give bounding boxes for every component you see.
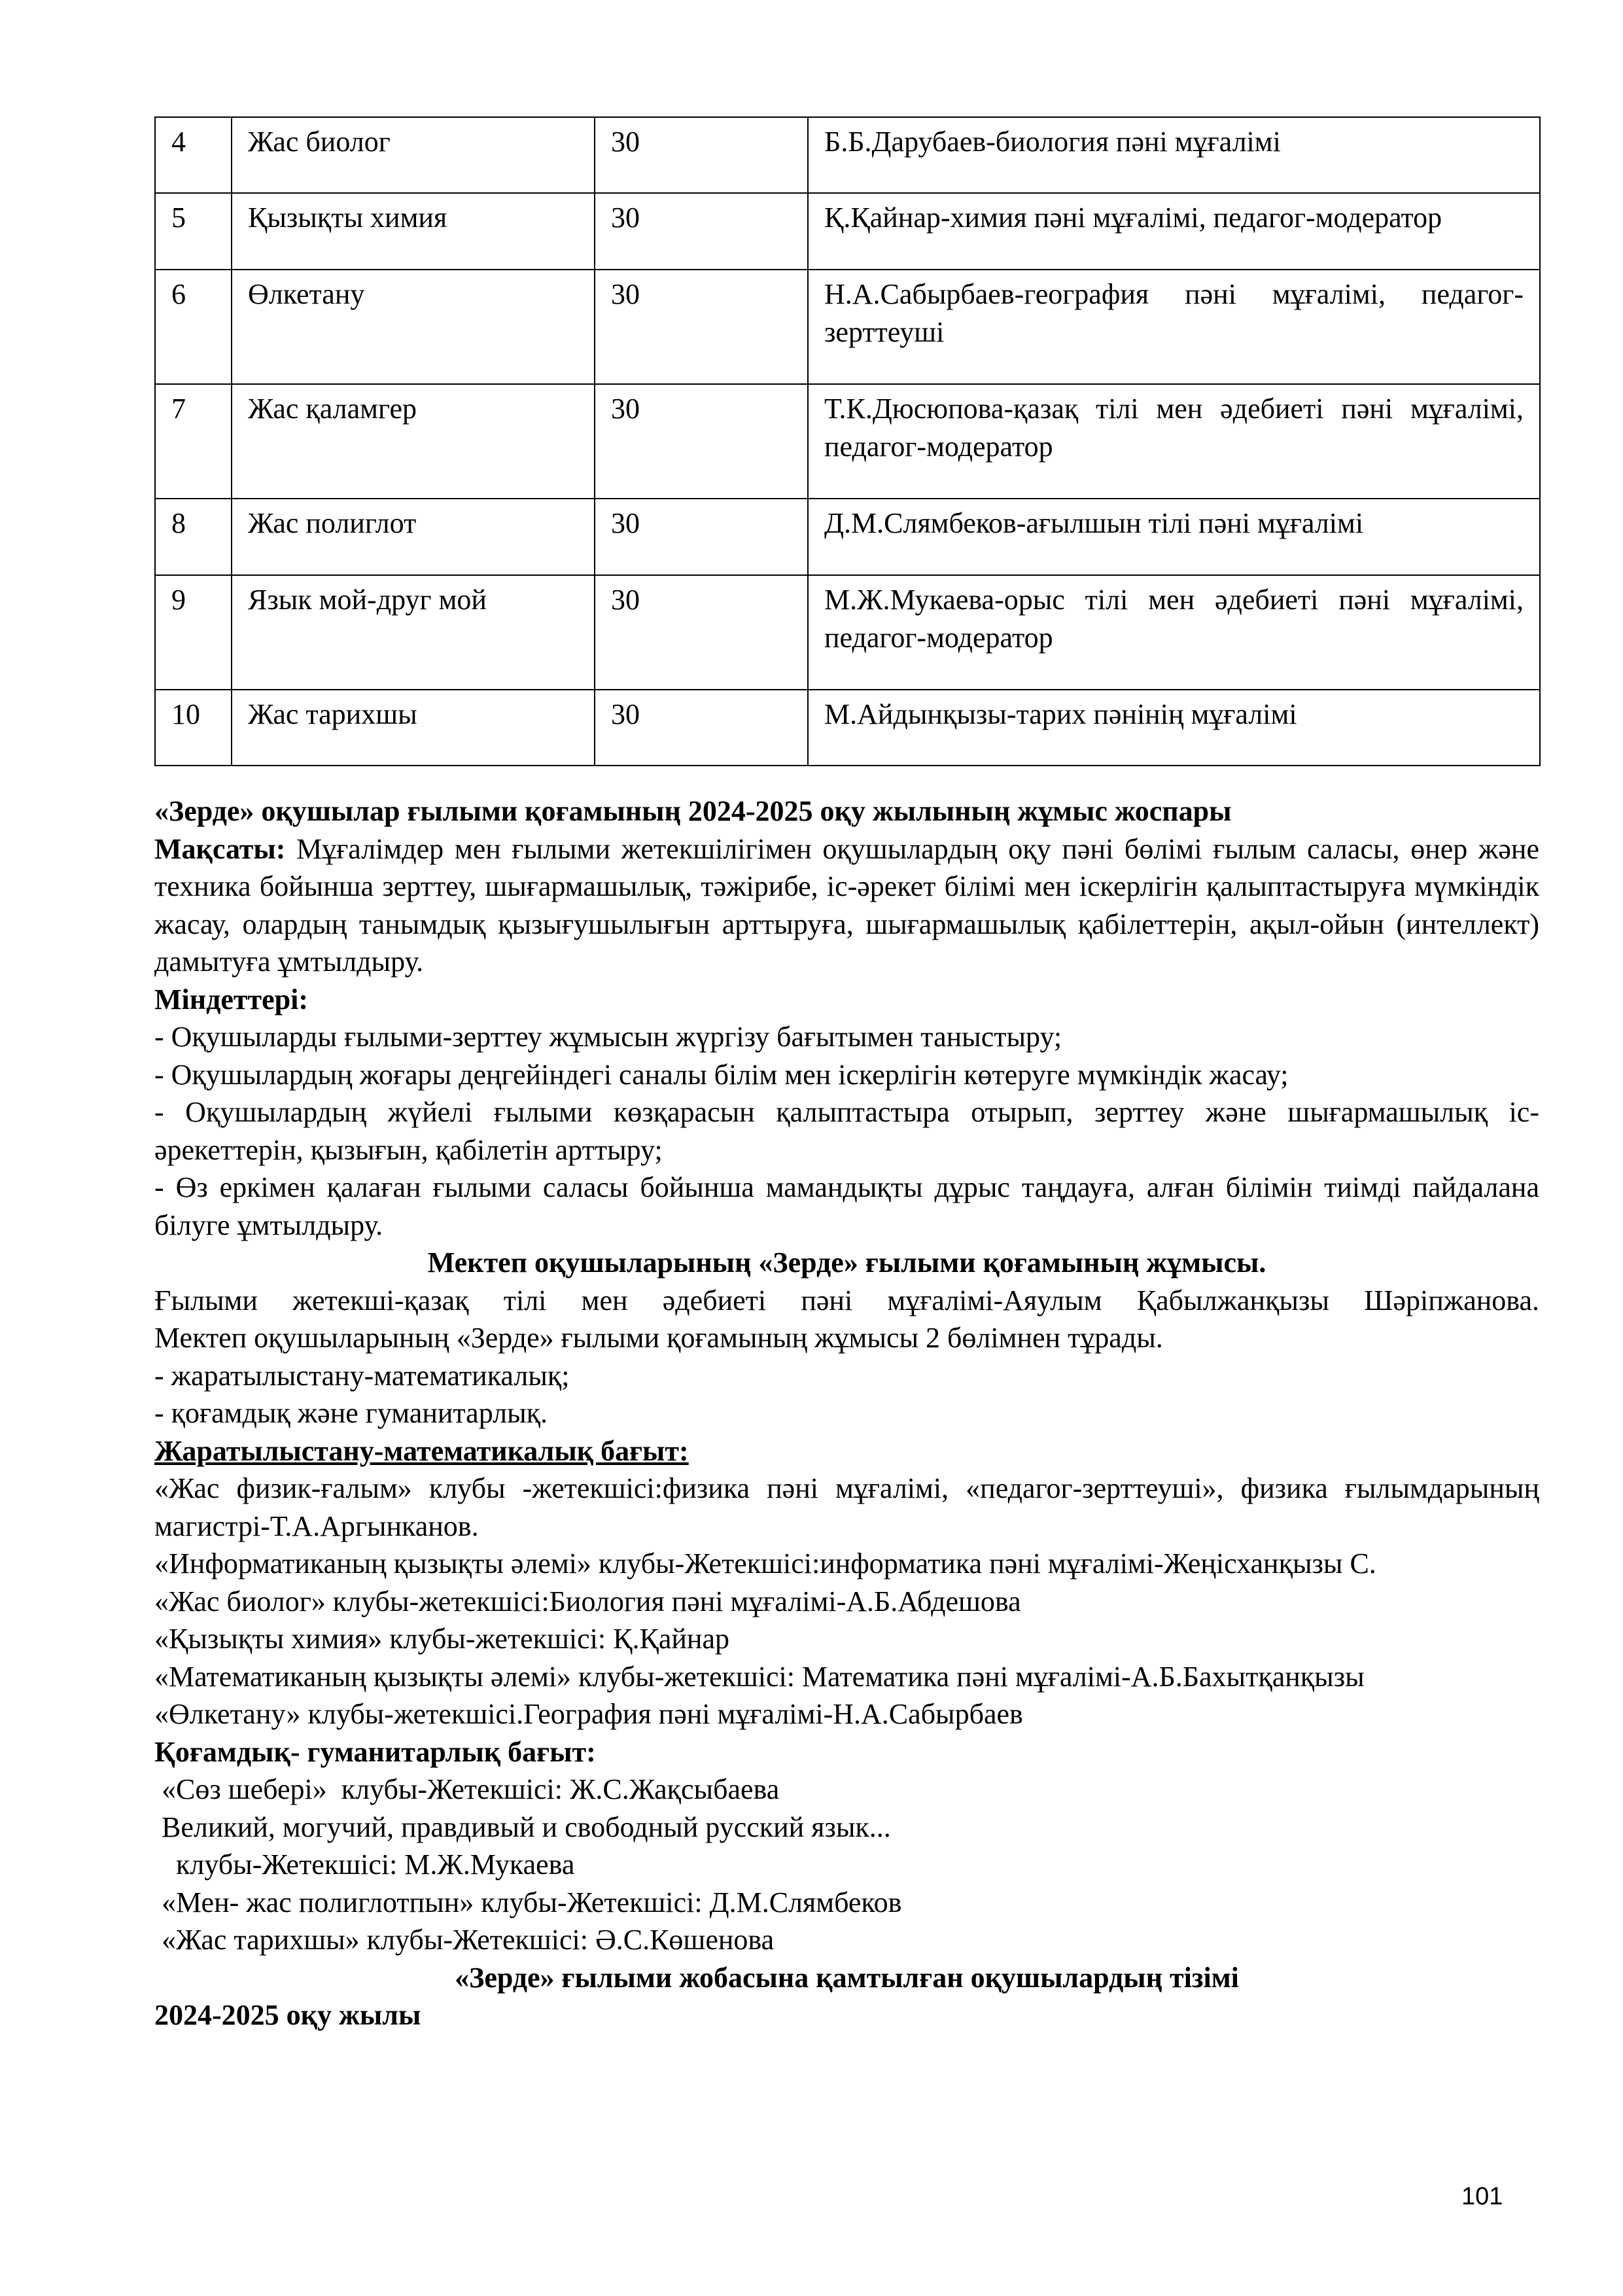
member-count: 30 bbox=[595, 384, 808, 499]
supervisor: Ғылыми жетекші-қазақ тілі мен әдебиеті пәні мұғалімі-Аяулым Қабылжанқызы Шәріпжанова. bbox=[154, 1284, 1539, 1316]
list-title: «Зерде» ғылыми жобасына қамтылған оқушылардың тізімі bbox=[455, 1961, 1239, 1994]
member-count: 30 bbox=[595, 575, 808, 690]
club-leader: Н.А.Сабырбаев-география пәні мұғалімі, педагог-зерттеуші bbox=[808, 270, 1540, 384]
goal-paragraph bbox=[154, 830, 1539, 981]
club-name: Өлкетану bbox=[232, 270, 595, 384]
task-item: - Оқушылардың жүйелі ғылыми көзқарасын қалыптастыра отырып, зерттеу және шығармашылық іс-әрекеттерін, қызығын, қабілетін арттыру; bbox=[154, 1096, 1539, 1166]
club-item: «Жас тарихшы» клубы-Жетекшісі: Ә.С.Көшенова bbox=[154, 1924, 775, 1956]
row-number: 8 bbox=[155, 499, 232, 575]
member-count: 30 bbox=[595, 690, 808, 766]
page-number: 101 bbox=[1461, 2183, 1503, 2210]
social-heading: Қоғамдық- гуманитарлық бағыт: bbox=[154, 1735, 596, 1768]
club-name: Язык мой-друг мой bbox=[232, 575, 595, 690]
club-leader: Б.Б.Дарубаев-биология пәні мұғалімі bbox=[808, 117, 1540, 193]
section-item: - қоғамдық және гуманитарлық. bbox=[154, 1397, 548, 1429]
member-count: 30 bbox=[595, 499, 808, 575]
member-count: 30 bbox=[595, 193, 808, 270]
task-item: - Оқушылардың жоғары деңгейіндегі саналы білім мен іскерлігін көтеруге мүмкіндік жасау; bbox=[154, 1058, 1289, 1091]
club-item: «Сөз шебері» клубы-Жетекшісі: Ж.С.Жақсыбаева bbox=[154, 1773, 780, 1805]
club-item: «Жас физик-ғалым» клубы -жетекшісі:физика пәні мұғалімі, «педагог-зерттеуші», физика ғылымдарының магистрі-Т.А.Аргынканов. bbox=[154, 1472, 1539, 1542]
member-count: 30 bbox=[595, 270, 808, 384]
club-leader: М.Айдынқызы-тарих пәнінің мұғалімі bbox=[808, 690, 1540, 766]
club-item: Великий, могучий, правдивый и свободный русский язык... bbox=[154, 1810, 891, 1843]
table-row bbox=[155, 384, 1540, 499]
table-row bbox=[155, 193, 1540, 270]
club-name: Жас полиглот bbox=[232, 499, 595, 575]
club-leader: М.Ж.Мукаева-орыс тілі мен әдебиеті пәні мұғалімі, педагог-модератор bbox=[808, 575, 1540, 690]
academic-year: 2024-2025 оқу жылы bbox=[154, 1999, 421, 2031]
natural-heading: Жаратылыстану-математикалық бағыт: bbox=[154, 1434, 689, 1467]
goal-label: Мақсаты: bbox=[154, 832, 286, 865]
table-row bbox=[155, 270, 1540, 384]
row-number: 9 bbox=[155, 575, 232, 690]
sections-intro: Мектеп оқушыларының «Зерде» ғылыми қоғамының жұмысы 2 бөлімнен тұрады. bbox=[154, 1322, 1163, 1354]
tasks-label: Міндеттері: bbox=[154, 983, 308, 1016]
club-item: «Өлкетану» клубы-жетекшісі.География пәні мұғалімі-Н.А.Сабырбаев bbox=[154, 1698, 1023, 1730]
work-title: Мектеп оқушыларының «Зерде» ғылыми қоғамының жұмысы. bbox=[427, 1246, 1266, 1279]
row-number: 5 bbox=[155, 193, 232, 270]
task-item: - Оқушыларды ғылыми-зерттеу жұмысын жүргізу бағытымен таныстыру; bbox=[154, 1021, 1062, 1053]
club-item: клубы-Жетекшісі: М.Ж.Мукаева bbox=[154, 1848, 575, 1881]
club-item: «Қызықты химия» клубы-жетекшісі: Қ.Қайнар bbox=[154, 1623, 729, 1655]
document-body bbox=[154, 792, 1539, 2034]
club-name: Жас қаламгер bbox=[232, 384, 595, 499]
row-number: 4 bbox=[155, 117, 232, 193]
club-item: «Математиканың қызықты әлемі» клубы-жетекшісі: Математика пәні мұғалімі-А.Б.Бахытқанқызы bbox=[154, 1660, 1365, 1693]
table-row bbox=[155, 690, 1540, 766]
clubs-table bbox=[154, 116, 1541, 766]
table-row bbox=[155, 499, 1540, 575]
goal-text: Мұғалімдер мен ғылыми жетекшілігімен оқушылардың оқу пәні бөлімі ғылым саласы, өнер және техника бойынша зерттеу, шығармашылық, тәжірибе, іс-әрекет білімі мен іскерлігін қалыптастыруға мүмкіндік жасау, олардың танымдық қызығушылығын арттыруға, шығармашылық қабілеттерін, ақыл-ойын (интеллект) дамытуға ұмтылдыру. bbox=[154, 832, 1539, 978]
club-name: Қызықты химия bbox=[232, 193, 595, 270]
club-leader: Қ.Қайнар-химия пәні мұғалімі, педагог-модератор bbox=[808, 193, 1540, 270]
plan-title: «Зерде» оқушылар ғылыми қоғамының 2024-2025 оқу жылының жұмыс жоспары bbox=[154, 795, 1232, 827]
table-row bbox=[155, 117, 1540, 193]
club-leader: Д.М.Слямбеков-ағылшын тілі пәні мұғалімі bbox=[808, 499, 1540, 575]
club-item: «Мен- жас полиглотпын» клубы-Жетекшісі: Д.М.Слямбеков bbox=[154, 1886, 902, 1918]
member-count: 30 bbox=[595, 117, 808, 193]
task-item: - Өз еркімен қалаған ғылыми саласы бойынша мамандықты дұрыс таңдауға, алған білімін тиімді пайдалана білуге ұмтылдыру. bbox=[154, 1171, 1539, 1241]
row-number: 6 bbox=[155, 270, 232, 384]
club-item: «Жас биолог» клубы-жетекшісі:Биология пәні мұғалімі-А.Б.Абдешова bbox=[154, 1585, 1021, 1617]
table-row bbox=[155, 575, 1540, 690]
club-name: Жас тарихшы bbox=[232, 690, 595, 766]
club-leader: Т.К.Дюсюпова-қазақ тілі мен әдебиеті пәні мұғалімі, педагог-модератор bbox=[808, 384, 1540, 499]
section-item: - жаратылыстану-математикалық; bbox=[154, 1359, 570, 1392]
row-number: 10 bbox=[155, 690, 232, 766]
club-name: Жас биолог bbox=[232, 117, 595, 193]
club-item: «Информатиканың қызықты әлемі» клубы-Жетекшісі:информатика пәні мұғалімі-Жеңісханқызы С. bbox=[154, 1547, 1376, 1580]
row-number: 7 bbox=[155, 384, 232, 499]
